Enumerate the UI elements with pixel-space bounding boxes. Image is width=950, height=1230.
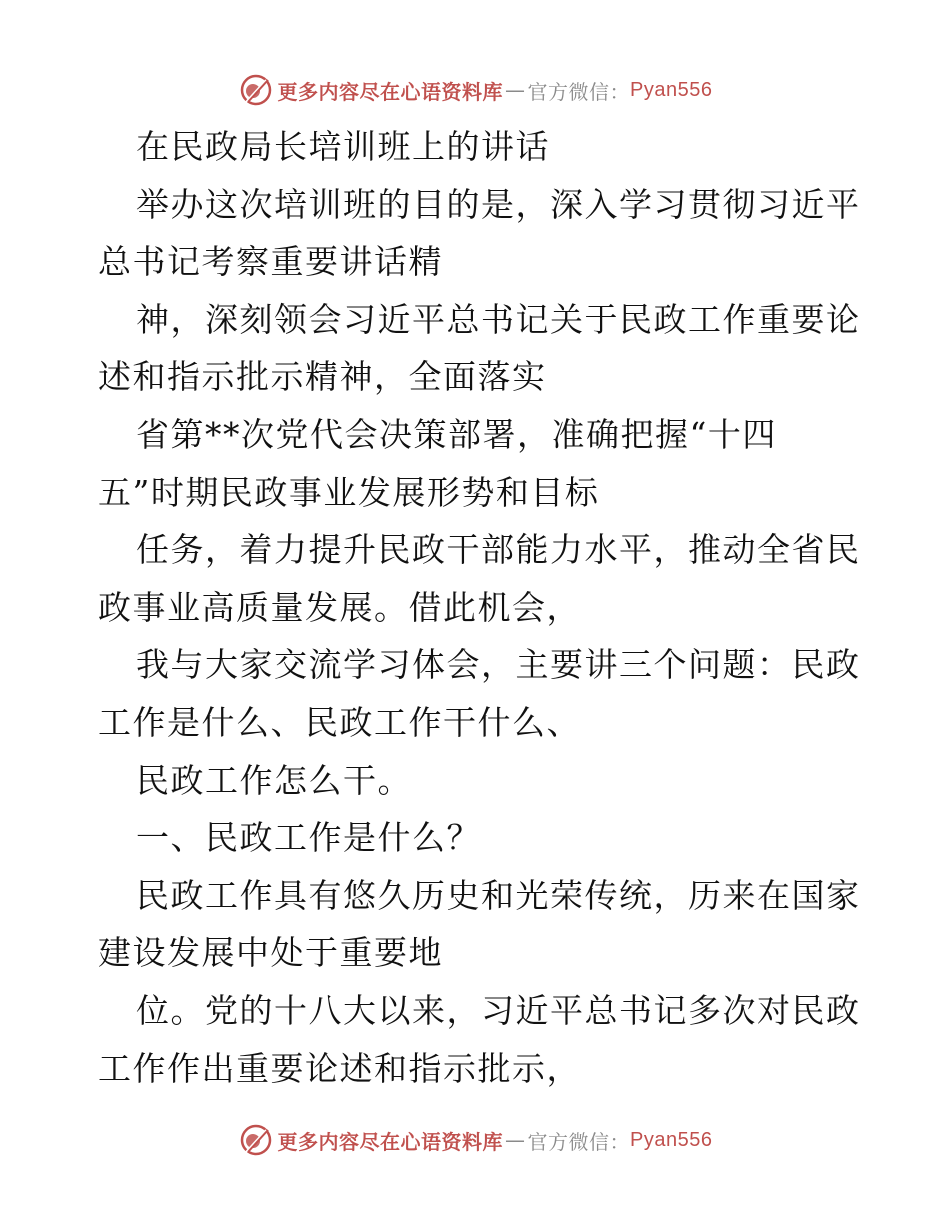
watermark-wechat-label: 官方微信：: [527, 79, 631, 104]
watermark-text: 更多内容尽在心语资料库: [277, 1129, 504, 1154]
paragraph-line: 神，深刻领会习近平总书记关于民政工作重要论: [136, 299, 861, 339]
footer-watermark: [0, 1120, 950, 1160]
document-body: [98, 118, 861, 1097]
paragraph-line: 民政工作具有悠久历史和光荣传统，历来在国家: [136, 875, 861, 915]
watermark-wechat-label: 官方微信：: [527, 1129, 631, 1154]
paragraph-line: 建设发展中处于重要地: [98, 933, 443, 973]
watermark-text: 更多内容尽在心语资料库: [277, 79, 504, 104]
watermark-dash: —: [505, 1128, 526, 1152]
pen-circle-logo-icon: [238, 72, 274, 108]
paragraph-line: 位。党的十八大以来，习近平总书记多次对民政: [136, 990, 861, 1030]
paragraph-line: 总书记考察重要讲话精: [98, 242, 443, 282]
paragraph-line: 举办这次培训班的目的是，深入学习贯彻习近平: [136, 184, 861, 224]
watermark-wechat-id: Pyan556: [630, 1128, 713, 1151]
paragraph-line: 省第**次党代会决策部署，准确把握“十四: [136, 414, 777, 454]
watermark-dash: —: [505, 78, 526, 102]
paragraph-line: 政事业高质量发展。借此机会，: [98, 587, 581, 627]
paragraph-line: 任务，着力提升民政干部能力水平，推动全省民: [136, 530, 861, 570]
paragraph-line: 工作是什么、民政工作干什么、: [98, 702, 581, 742]
section-heading: 一、民政工作是什么？: [136, 818, 481, 858]
paragraph-line: 民政工作怎么干。: [136, 760, 412, 800]
paragraph-line: 五”时期民政事业发展形势和目标: [98, 472, 600, 512]
paragraph-line: 工作作出重要论述和指示批示，: [98, 1048, 581, 1088]
paragraph-line: 述和指示批示精神，全面落实: [98, 357, 547, 397]
watermark-wechat-id: Pyan556: [630, 78, 713, 101]
header-watermark: [0, 70, 950, 110]
pen-circle-logo-icon: [238, 1122, 274, 1158]
document-title: 在民政局长培训班上的讲话: [136, 127, 550, 166]
paragraph-line: 我与大家交流学习体会，主要讲三个问题：民政: [136, 645, 861, 685]
